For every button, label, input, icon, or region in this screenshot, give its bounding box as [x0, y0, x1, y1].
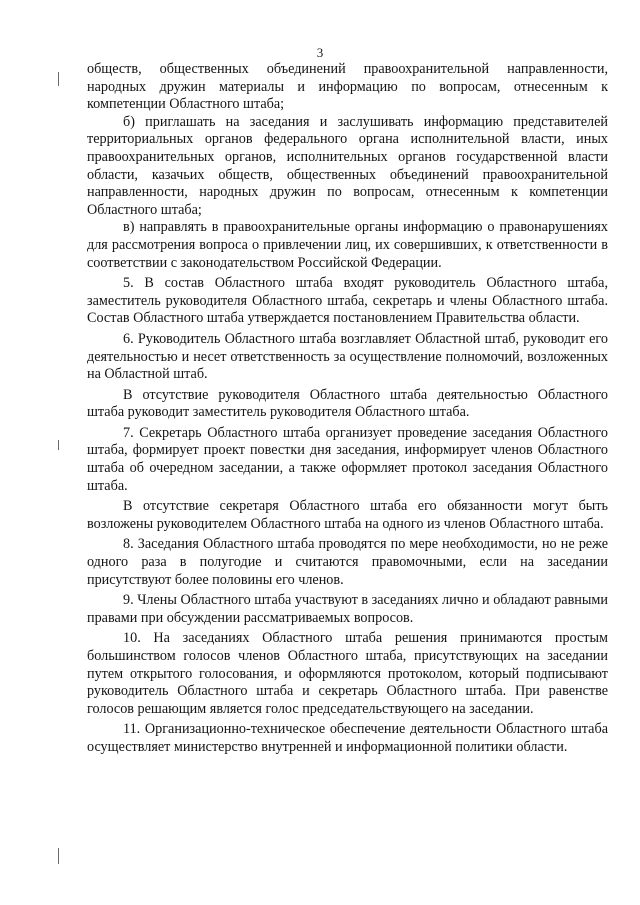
paragraph-clause-10: 10. На заседаниях Областного штаба решения принимаются простым большинством голосов членов Областного штаба, присутствующих на заседании путем открытого голосования, и оформляются протоколом, который подписывают руководитель Областного штаба и секретарь Областного штаба. При равенстве голосов решающим является голос председательствующего на заседании. — [87, 630, 608, 717]
paragraph-clause-8: 8. Заседания Областного штаба проводятся по мере необходимости, но не реже одного раза в полугодие и считаются правомочными, если на заседании присутствуют более половины его членов. — [87, 536, 608, 588]
binding-mark-middle — [58, 440, 59, 450]
document-body — [87, 61, 608, 757]
paragraph-clause-9: 9. Члены Областного штаба участвуют в заседаниях лично и обладают равными правами при обсуждении рассматриваемых вопросов. — [87, 592, 608, 626]
paragraph-item-b: б) приглашать на заседания и заслушивать информацию представителей территориальных органов федерального органа исполнительной власти, иных правоохранительных органов, исполнительных органов государственной власти области, казачьих обществ, общественных объединений правоохранительной направленности, народных дружин по вопросам, отнесенным к компетенции Областного штаба; — [87, 113, 608, 218]
paragraph-clause-7-absence: В отсутствие секретаря Областного штаба его обязанности могут быть возложены руководителем Областного штаба на одного из членов Областного штаба. — [87, 498, 608, 532]
paragraph-clause-11: 11. Организационно-техническое обеспечение деятельности Областного штаба осуществляет министерство внутренней и информационной политики области. — [87, 721, 608, 755]
paragraph-clause-6-deputy: В отсутствие руководителя Областного штаба деятельностью Областного штаба руководит заместитель руководителя Областного штаба. — [87, 386, 608, 421]
paragraph-item-v: в) направлять в правоохранительные органы информацию о правонарушениях для рассмотрения вопроса о привлечении лиц, их совершивших, к ответственности в соответствии с законодательством Российской Федерации. — [87, 219, 608, 271]
paragraph-clause-6: 6. Руководитель Областного штаба возглавляет Областной штаб, руководит его деятельностью и несет ответственность за осуществление полномочий, возложенных на Областной штаб. — [87, 330, 608, 383]
paragraph-clause-7: 7. Секретарь Областного штаба организует проведение заседания Областного штаба, формирует проект повестки дня заседания, информирует членов Областного штаба об очередном заседании, а также оформляет протокол заседания Областного штаба. — [87, 424, 608, 494]
page-number: 3 — [316, 45, 324, 60]
binding-mark-top — [58, 72, 59, 86]
paragraph-clause-5: 5. В состав Областного штаба входят руководитель Областного штаба, заместитель руководителя Областного штаба, секретарь и члены Областного штаба. Состав Областного штаба утверждается постановлением Правительства области. — [87, 275, 608, 327]
binding-mark-bottom — [58, 848, 59, 864]
paragraph-continuation: обществ, общественных объединений правоохранительной направленности, народных дружин материалы и информацию по вопросам, отнесенным к компетенции Областного штаба; — [87, 61, 608, 113]
